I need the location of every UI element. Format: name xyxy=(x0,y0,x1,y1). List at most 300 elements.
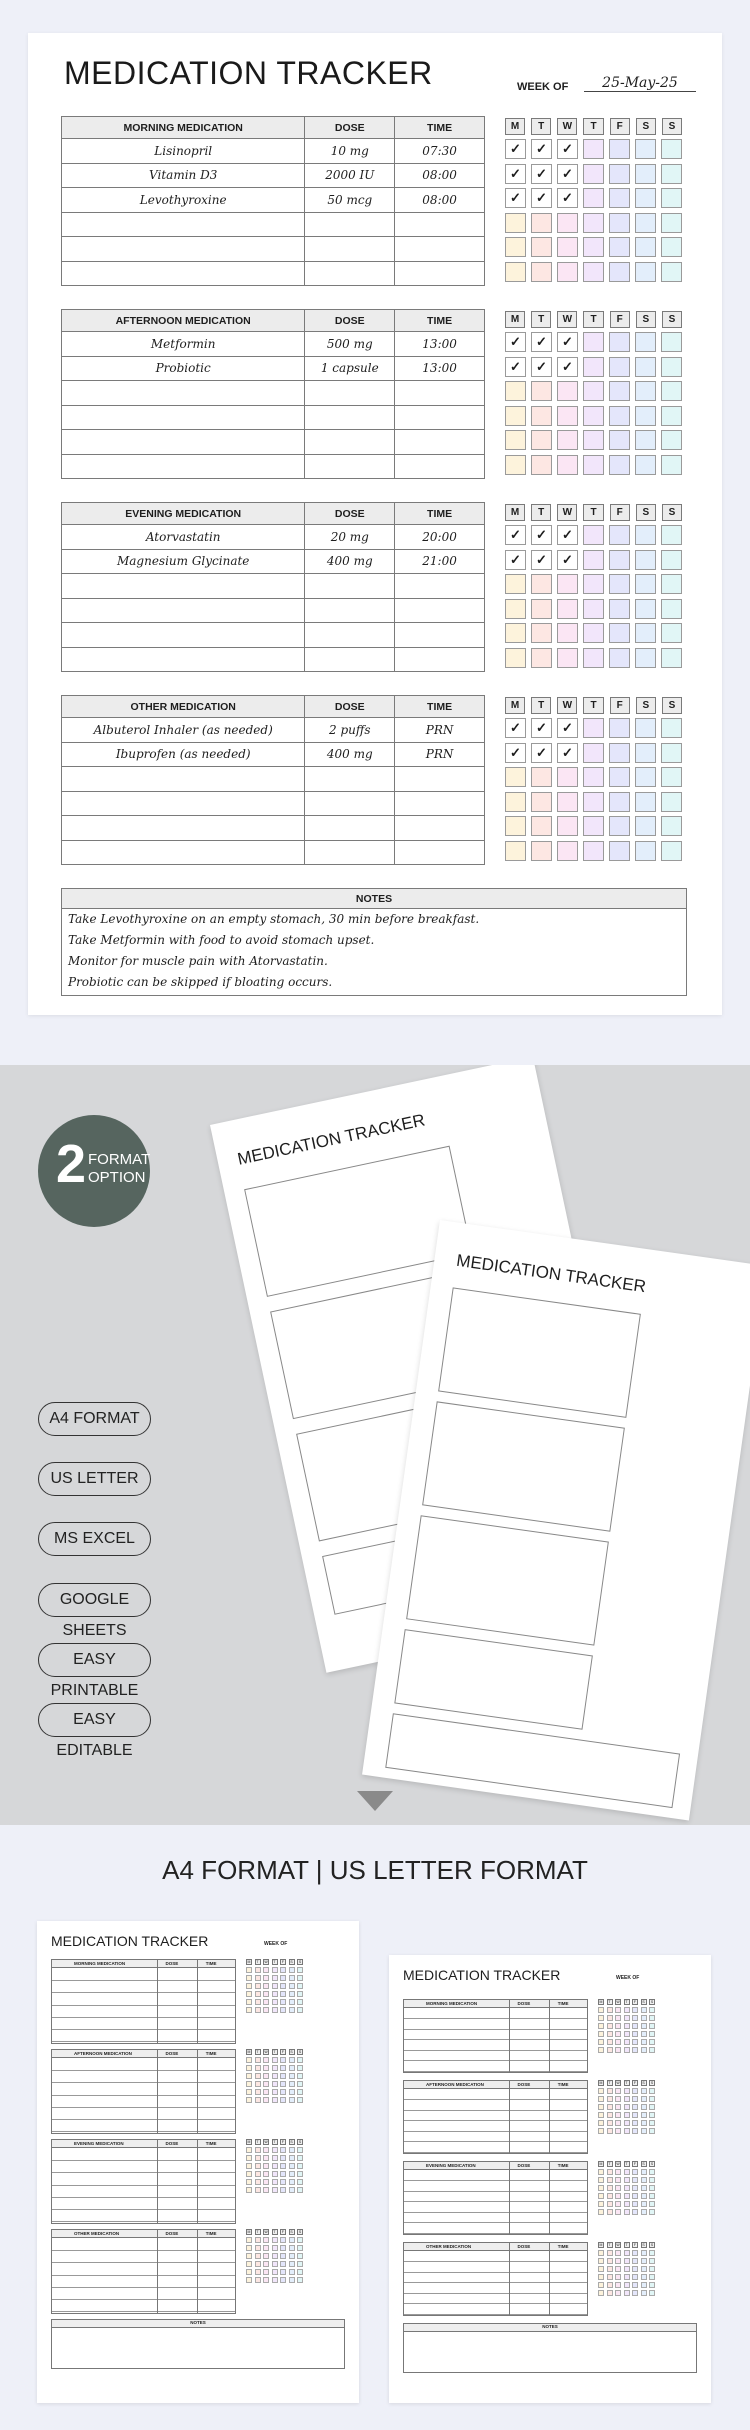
preview-day-box xyxy=(632,2096,638,2102)
unchecked-box[interactable] xyxy=(661,188,682,208)
medication-time-cell[interactable] xyxy=(395,598,485,623)
preview-day-box xyxy=(632,2120,638,2126)
unchecked-box[interactable] xyxy=(661,406,682,426)
unchecked-box[interactable] xyxy=(609,357,630,377)
unchecked-box[interactable] xyxy=(583,648,604,668)
medication-dose-cell[interactable] xyxy=(305,791,395,816)
checked-box[interactable] xyxy=(557,525,578,545)
unchecked-box[interactable] xyxy=(557,623,578,643)
checked-box[interactable] xyxy=(557,743,578,763)
medication-dose-cell[interactable] xyxy=(305,623,395,648)
unchecked-box[interactable] xyxy=(609,430,630,450)
unchecked-box[interactable] xyxy=(583,718,604,738)
medication-dose-cell[interactable] xyxy=(305,405,395,430)
day-header: W xyxy=(557,311,577,328)
unchecked-box[interactable] xyxy=(635,381,656,401)
unchecked-box[interactable] xyxy=(557,767,578,787)
unchecked-box[interactable] xyxy=(557,406,578,426)
checked-box[interactable] xyxy=(557,139,578,159)
medication-name-cell[interactable] xyxy=(62,212,305,237)
unchecked-box[interactable] xyxy=(661,430,682,450)
unchecked-box[interactable] xyxy=(609,262,630,282)
medication-time-cell[interactable]: 21:00 xyxy=(395,549,485,574)
preview-day-box xyxy=(632,2185,638,2191)
unchecked-box[interactable] xyxy=(635,743,656,763)
unchecked-box[interactable] xyxy=(635,332,656,352)
unchecked-box[interactable] xyxy=(609,332,630,352)
unchecked-box[interactable] xyxy=(635,188,656,208)
medication-dose-cell[interactable]: 20 mg xyxy=(305,525,395,550)
medication-name-cell[interactable] xyxy=(62,454,305,479)
unchecked-box[interactable] xyxy=(609,841,630,861)
medication-time-cell[interactable] xyxy=(395,405,485,430)
preview-day-box xyxy=(255,2097,261,2103)
preview-day-box xyxy=(297,2155,303,2161)
unchecked-box[interactable] xyxy=(583,599,604,619)
unchecked-box[interactable] xyxy=(583,550,604,570)
unchecked-box[interactable] xyxy=(609,188,630,208)
unchecked-box[interactable] xyxy=(505,406,526,426)
unchecked-box[interactable] xyxy=(557,599,578,619)
checked-box[interactable] xyxy=(505,164,526,184)
unchecked-box[interactable] xyxy=(635,455,656,475)
medication-name-cell[interactable]: Metformin xyxy=(62,332,305,357)
checked-box[interactable] xyxy=(505,718,526,738)
checked-box[interactable] xyxy=(557,550,578,570)
preview-day-box xyxy=(624,2169,630,2175)
checked-box[interactable] xyxy=(531,357,552,377)
medication-name-cell[interactable] xyxy=(62,791,305,816)
unchecked-box[interactable] xyxy=(557,648,578,668)
day-check-row xyxy=(505,213,687,233)
unchecked-box[interactable] xyxy=(661,718,682,738)
medication-dose-cell[interactable]: 2 puffs xyxy=(305,718,395,743)
medication-time-cell[interactable]: 08:00 xyxy=(395,188,485,213)
preview-day-header-row xyxy=(598,2161,658,2167)
unchecked-box[interactable] xyxy=(557,574,578,594)
unchecked-box[interactable] xyxy=(531,381,552,401)
unchecked-box[interactable] xyxy=(635,357,656,377)
preview-day-box xyxy=(632,2201,638,2207)
unchecked-box[interactable] xyxy=(583,139,604,159)
unchecked-box[interactable] xyxy=(661,332,682,352)
unchecked-box[interactable] xyxy=(531,767,552,787)
unchecked-box[interactable] xyxy=(583,237,604,257)
unchecked-box[interactable] xyxy=(583,164,604,184)
unchecked-box[interactable] xyxy=(505,792,526,812)
preview-day-box xyxy=(598,2258,604,2264)
checked-box[interactable] xyxy=(505,139,526,159)
preview-day-box xyxy=(649,2274,655,2280)
unchecked-box[interactable] xyxy=(635,139,656,159)
note-line[interactable]: Monitor for muscle pain with Atorvastatin. xyxy=(68,954,328,968)
unchecked-box[interactable] xyxy=(505,262,526,282)
unchecked-box[interactable] xyxy=(661,164,682,184)
unchecked-box[interactable] xyxy=(557,213,578,233)
unchecked-box[interactable] xyxy=(531,406,552,426)
medication-time-cell[interactable] xyxy=(395,261,485,286)
medication-dose-cell[interactable] xyxy=(305,574,395,599)
unchecked-box[interactable] xyxy=(557,841,578,861)
checked-box[interactable] xyxy=(505,357,526,377)
unchecked-box[interactable] xyxy=(505,213,526,233)
unchecked-box[interactable] xyxy=(557,455,578,475)
unchecked-box[interactable] xyxy=(583,188,604,208)
medication-dose-cell[interactable]: 400 mg xyxy=(305,549,395,574)
medication-name-cell[interactable] xyxy=(62,261,305,286)
medication-time-cell[interactable] xyxy=(395,767,485,792)
unchecked-box[interactable] xyxy=(609,574,630,594)
checked-box[interactable] xyxy=(505,332,526,352)
unchecked-box[interactable] xyxy=(583,430,604,450)
unchecked-box[interactable] xyxy=(635,525,656,545)
unchecked-box[interactable] xyxy=(609,406,630,426)
unchecked-box[interactable] xyxy=(661,455,682,475)
note-line[interactable]: Probiotic can be skipped if bloating occurs. xyxy=(68,975,333,989)
unchecked-box[interactable] xyxy=(531,792,552,812)
checked-box[interactable] xyxy=(531,188,552,208)
medication-time-cell[interactable]: 07:30 xyxy=(395,139,485,164)
preview-day-box xyxy=(255,2163,261,2169)
medication-name-cell[interactable]: Ibuprofen (as needed) xyxy=(62,742,305,767)
unchecked-box[interactable] xyxy=(609,623,630,643)
unchecked-box[interactable] xyxy=(505,816,526,836)
medication-time-cell[interactable] xyxy=(395,237,485,262)
unchecked-box[interactable] xyxy=(661,237,682,257)
unchecked-box[interactable] xyxy=(505,455,526,475)
medication-dose-cell[interactable] xyxy=(305,212,395,237)
medication-dose-cell[interactable]: 1 capsule xyxy=(305,356,395,381)
unchecked-box[interactable] xyxy=(583,213,604,233)
unchecked-box[interactable] xyxy=(635,623,656,643)
medication-dose-cell[interactable] xyxy=(305,237,395,262)
medication-name-cell[interactable] xyxy=(62,623,305,648)
preview-day-box xyxy=(607,2096,613,2102)
preview-day-box xyxy=(280,2171,286,2177)
medication-name-cell[interactable]: Atorvastatin xyxy=(62,525,305,550)
unchecked-box[interactable] xyxy=(505,599,526,619)
unchecked-box[interactable] xyxy=(609,381,630,401)
preview-day-box xyxy=(272,2057,278,2063)
unchecked-box[interactable] xyxy=(505,237,526,257)
unchecked-box[interactable] xyxy=(531,599,552,619)
checked-box[interactable] xyxy=(505,525,526,545)
day-check-row xyxy=(505,237,687,257)
unchecked-box[interactable] xyxy=(661,841,682,861)
medication-name-cell[interactable] xyxy=(62,598,305,623)
day-header: S xyxy=(662,697,682,714)
unchecked-box[interactable] xyxy=(531,262,552,282)
medication-dose-cell[interactable] xyxy=(305,647,395,672)
day-check-row xyxy=(505,455,687,475)
preview-row-line xyxy=(52,2095,235,2096)
checked-box[interactable] xyxy=(531,718,552,738)
unchecked-box[interactable] xyxy=(635,213,656,233)
unchecked-box[interactable] xyxy=(609,164,630,184)
unchecked-box[interactable] xyxy=(583,357,604,377)
medication-time-cell[interactable] xyxy=(395,840,485,865)
medication-name-cell[interactable]: Lisinopril xyxy=(62,139,305,164)
preview-day-box xyxy=(598,2031,604,2037)
medication-name-cell[interactable]: Magnesium Glycinate xyxy=(62,549,305,574)
medication-dose-cell[interactable] xyxy=(305,454,395,479)
unchecked-box[interactable] xyxy=(583,792,604,812)
unchecked-box[interactable] xyxy=(609,599,630,619)
unchecked-box[interactable] xyxy=(635,841,656,861)
preview-day-box xyxy=(272,2065,278,2071)
medication-name-cell[interactable] xyxy=(62,430,305,455)
medication-time-cell[interactable]: 08:00 xyxy=(395,163,485,188)
unchecked-box[interactable] xyxy=(661,262,682,282)
unchecked-box[interactable] xyxy=(557,237,578,257)
unchecked-box[interactable] xyxy=(661,623,682,643)
unchecked-box[interactable] xyxy=(609,213,630,233)
preview-day-box xyxy=(649,2120,655,2126)
medication-dose-cell[interactable] xyxy=(305,261,395,286)
unchecked-box[interactable] xyxy=(661,599,682,619)
day-header: F xyxy=(610,504,630,521)
unchecked-box[interactable] xyxy=(635,262,656,282)
unchecked-box[interactable] xyxy=(635,164,656,184)
unchecked-box[interactable] xyxy=(635,406,656,426)
medication-dose-cell[interactable] xyxy=(305,430,395,455)
unchecked-box[interactable] xyxy=(661,574,682,594)
medication-time-cell[interactable]: PRN xyxy=(395,718,485,743)
preview-section-header: EVENING MEDICATION xyxy=(425,2163,476,2168)
medication-name-cell[interactable] xyxy=(62,767,305,792)
day-header: S xyxy=(662,504,682,521)
medication-dose-cell[interactable] xyxy=(305,816,395,841)
checked-box[interactable] xyxy=(557,357,578,377)
checked-box[interactable] xyxy=(531,550,552,570)
week-of-value[interactable]: 25-May-25 xyxy=(584,75,696,92)
unchecked-box[interactable] xyxy=(609,648,630,668)
table-row xyxy=(62,791,485,816)
checked-box[interactable] xyxy=(531,332,552,352)
medication-time-cell[interactable]: 13:00 xyxy=(395,356,485,381)
unchecked-box[interactable] xyxy=(531,455,552,475)
checked-box[interactable] xyxy=(531,743,552,763)
mockup-table xyxy=(422,1401,625,1531)
unchecked-box[interactable] xyxy=(583,743,604,763)
unchecked-box[interactable] xyxy=(609,139,630,159)
checked-box[interactable] xyxy=(531,164,552,184)
check-mark-icon: ✓ xyxy=(510,527,521,542)
unchecked-box[interactable] xyxy=(583,816,604,836)
unchecked-box[interactable] xyxy=(583,574,604,594)
preview-day-box xyxy=(641,2112,647,2118)
unchecked-box[interactable] xyxy=(557,816,578,836)
medication-dose-cell[interactable] xyxy=(305,840,395,865)
checked-box[interactable] xyxy=(557,164,578,184)
medication-name-cell[interactable] xyxy=(62,840,305,865)
unchecked-box[interactable] xyxy=(531,816,552,836)
unchecked-box[interactable] xyxy=(609,743,630,763)
medication-name-cell[interactable] xyxy=(62,381,305,406)
medication-dose-cell[interactable]: 50 mcg xyxy=(305,188,395,213)
unchecked-box[interactable] xyxy=(531,213,552,233)
unchecked-box[interactable] xyxy=(661,816,682,836)
unchecked-box[interactable] xyxy=(635,574,656,594)
preview-table xyxy=(403,1999,588,2073)
unchecked-box[interactable] xyxy=(557,430,578,450)
unchecked-box[interactable] xyxy=(531,841,552,861)
preview-day-header: M xyxy=(247,2140,251,2144)
preview-day-box xyxy=(289,2057,295,2063)
checked-box[interactable] xyxy=(505,550,526,570)
unchecked-box[interactable] xyxy=(505,623,526,643)
unchecked-box[interactable] xyxy=(583,841,604,861)
medication-time-cell[interactable]: 13:00 xyxy=(395,332,485,357)
medication-dose-cell[interactable]: 2000 IU xyxy=(305,163,395,188)
checked-box[interactable] xyxy=(557,718,578,738)
unchecked-box[interactable] xyxy=(661,213,682,233)
medication-dose-cell[interactable]: 10 mg xyxy=(305,139,395,164)
preview-day-box xyxy=(297,2171,303,2177)
unchecked-box[interactable] xyxy=(583,262,604,282)
medication-dose-cell[interactable]: 400 mg xyxy=(305,742,395,767)
unchecked-box[interactable] xyxy=(609,550,630,570)
unchecked-box[interactable] xyxy=(583,381,604,401)
preview-day-box xyxy=(632,2104,638,2110)
unchecked-box[interactable] xyxy=(609,792,630,812)
unchecked-box[interactable] xyxy=(557,792,578,812)
medication-name-cell[interactable] xyxy=(62,816,305,841)
medication-dose-cell[interactable] xyxy=(305,598,395,623)
unchecked-box[interactable] xyxy=(505,767,526,787)
unchecked-box[interactable] xyxy=(609,455,630,475)
medication-time-cell[interactable] xyxy=(395,574,485,599)
unchecked-box[interactable] xyxy=(661,743,682,763)
medication-name-cell[interactable]: Albuterol Inhaler (as needed) xyxy=(62,718,305,743)
medication-name-cell[interactable] xyxy=(62,237,305,262)
medication-name-cell[interactable]: Probiotic xyxy=(62,356,305,381)
unchecked-box[interactable] xyxy=(505,574,526,594)
medication-time-cell[interactable]: 20:00 xyxy=(395,525,485,550)
medication-time-cell[interactable] xyxy=(395,791,485,816)
preview-row-line xyxy=(52,2185,235,2186)
unchecked-box[interactable] xyxy=(609,767,630,787)
unchecked-box[interactable] xyxy=(505,430,526,450)
preview-day-box xyxy=(263,1999,269,2005)
preview-day-row xyxy=(246,2073,306,2079)
checked-box[interactable] xyxy=(557,332,578,352)
medication-time-cell[interactable] xyxy=(395,212,485,237)
preview-day-box xyxy=(615,2169,621,2175)
unchecked-box[interactable] xyxy=(531,237,552,257)
preview-day-box xyxy=(624,2282,630,2288)
unchecked-box[interactable] xyxy=(609,525,630,545)
medication-name-cell[interactable] xyxy=(62,647,305,672)
unchecked-box[interactable] xyxy=(531,623,552,643)
checked-box[interactable] xyxy=(531,525,552,545)
unchecked-box[interactable] xyxy=(531,430,552,450)
unchecked-box[interactable] xyxy=(583,525,604,545)
preview-day-row xyxy=(246,2277,306,2283)
medication-name-cell[interactable]: Levothyroxine xyxy=(62,188,305,213)
unchecked-box[interactable] xyxy=(583,455,604,475)
medication-name-cell[interactable] xyxy=(62,405,305,430)
unchecked-box[interactable] xyxy=(661,767,682,787)
unchecked-box[interactable] xyxy=(635,550,656,570)
preview-day-box xyxy=(624,2047,630,2053)
medication-dose-cell[interactable]: 500 mg xyxy=(305,332,395,357)
unchecked-box[interactable] xyxy=(583,332,604,352)
medication-time-cell[interactable] xyxy=(395,430,485,455)
medication-time-cell[interactable] xyxy=(395,647,485,672)
unchecked-box[interactable] xyxy=(635,792,656,812)
medication-time-cell[interactable] xyxy=(395,816,485,841)
unchecked-box[interactable] xyxy=(661,381,682,401)
unchecked-box[interactable] xyxy=(635,599,656,619)
unchecked-box[interactable] xyxy=(609,816,630,836)
checked-box[interactable] xyxy=(505,188,526,208)
unchecked-box[interactable] xyxy=(505,381,526,401)
note-line[interactable]: Take Levothyroxine on an empty stomach, 30 min before breakfast. xyxy=(68,912,480,926)
unchecked-box[interactable] xyxy=(583,767,604,787)
unchecked-box[interactable] xyxy=(557,262,578,282)
preview-day-box xyxy=(263,1983,269,1989)
format-pill: EASY PRINTABLE xyxy=(38,1643,151,1677)
unchecked-box[interactable] xyxy=(557,381,578,401)
medication-time-cell[interactable] xyxy=(395,623,485,648)
unchecked-box[interactable] xyxy=(583,406,604,426)
note-line[interactable]: Take Metformin with food to avoid stomach upset. xyxy=(68,933,375,947)
preview-day-box xyxy=(263,1967,269,1973)
preview-column-line xyxy=(509,2162,510,2234)
unchecked-box[interactable] xyxy=(635,816,656,836)
unchecked-box[interactable] xyxy=(609,718,630,738)
medication-time-cell[interactable]: PRN xyxy=(395,742,485,767)
preview-section-header: OTHER MEDICATION xyxy=(425,2244,472,2249)
unchecked-box[interactable] xyxy=(661,792,682,812)
medication-time-cell[interactable] xyxy=(395,454,485,479)
unchecked-box[interactable] xyxy=(635,648,656,668)
preview-table-header xyxy=(404,2162,587,2170)
unchecked-box[interactable] xyxy=(635,430,656,450)
unchecked-box[interactable] xyxy=(661,139,682,159)
unchecked-box[interactable] xyxy=(531,574,552,594)
checked-box[interactable] xyxy=(505,743,526,763)
medication-name-cell[interactable] xyxy=(62,574,305,599)
checked-box[interactable] xyxy=(531,139,552,159)
medication-dose-cell[interactable] xyxy=(305,767,395,792)
unchecked-box[interactable] xyxy=(661,550,682,570)
checked-box[interactable] xyxy=(557,188,578,208)
preview-day-box xyxy=(632,2007,638,2013)
medication-time-cell[interactable] xyxy=(395,381,485,406)
preview-day-box xyxy=(624,2023,630,2029)
unchecked-box[interactable] xyxy=(635,767,656,787)
preview-day-row xyxy=(598,2031,658,2037)
unchecked-box[interactable] xyxy=(531,648,552,668)
unchecked-box[interactable] xyxy=(635,237,656,257)
unchecked-box[interactable] xyxy=(505,841,526,861)
unchecked-box[interactable] xyxy=(661,648,682,668)
preview-day-box xyxy=(624,2266,630,2272)
medication-dose-cell[interactable] xyxy=(305,381,395,406)
unchecked-box[interactable] xyxy=(505,648,526,668)
unchecked-box[interactable] xyxy=(635,718,656,738)
day-header: T xyxy=(531,118,551,135)
unchecked-box[interactable] xyxy=(661,525,682,545)
preview-day-box xyxy=(263,1991,269,1997)
medication-name-cell[interactable]: Vitamin D3 xyxy=(62,163,305,188)
unchecked-box[interactable] xyxy=(609,237,630,257)
unchecked-box[interactable] xyxy=(661,357,682,377)
unchecked-box[interactable] xyxy=(583,623,604,643)
day-header: W xyxy=(557,118,577,135)
